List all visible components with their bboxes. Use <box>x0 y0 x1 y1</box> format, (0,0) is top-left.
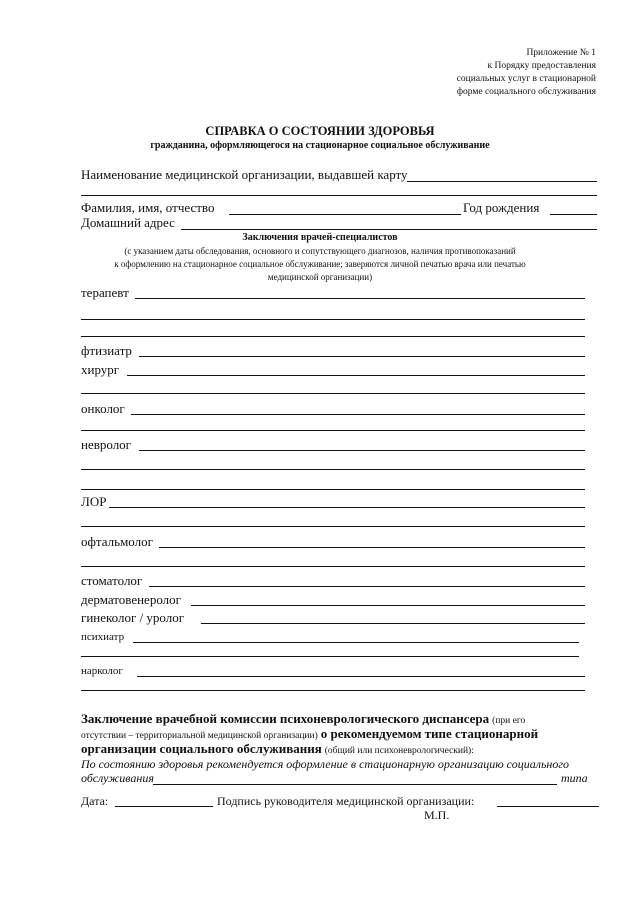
gynecologist-urologist-field[interactable] <box>201 623 585 624</box>
surgeon-field-2[interactable] <box>81 393 585 394</box>
commission-type-heading: о рекомендуемом типе стационарной <box>320 726 539 741</box>
dentist-field[interactable] <box>149 586 585 587</box>
commission-note-a: (при его <box>492 716 526 726</box>
full-name-label: Фамилия, имя, отчество <box>81 200 215 215</box>
oncologist-field[interactable] <box>131 414 585 415</box>
full-name-field[interactable] <box>229 214 461 215</box>
neurologist-field-2[interactable] <box>81 469 585 470</box>
psychiatrist-label: психиатр <box>81 631 125 643</box>
appendix-line-1: Приложение № 1 <box>526 48 596 58</box>
document-subtitle: гражданина, оформляющегося на стационарное социальное обслуживание <box>150 140 490 151</box>
surgeon-label: хирург <box>81 362 120 377</box>
stamp-label: М.П. <box>424 808 450 822</box>
ophthalmologist-field-2[interactable] <box>81 566 585 567</box>
birth-year-label: Год рождения <box>463 200 540 215</box>
phthisiatrician-label: фтизиатр <box>81 343 132 358</box>
org-name-field-2[interactable] <box>81 195 597 196</box>
therapist-field-2[interactable] <box>81 319 585 320</box>
date-field[interactable] <box>115 806 213 807</box>
signature-label: Подпись руководителя медицинской организации: <box>217 794 475 808</box>
org-name-field[interactable] <box>407 181 597 182</box>
dermatovenerologist-field[interactable] <box>191 605 585 606</box>
narcologist-field[interactable] <box>137 676 585 677</box>
birth-year-field[interactable] <box>550 214 597 215</box>
dermatovenerologist-label: дерматовенеролог <box>81 592 181 607</box>
therapist-field[interactable] <box>135 298 585 299</box>
appendix-note <box>457 47 596 99</box>
commission-note-b: отсутствии – территориальной медицинской организации) <box>81 731 318 741</box>
surgeon-field[interactable] <box>127 375 585 376</box>
psychiatrist-field[interactable] <box>133 642 579 643</box>
gynecologist-urologist-label: гинеколог / уролог <box>81 610 185 625</box>
neurologist-field-3[interactable] <box>81 489 585 490</box>
neurologist-field[interactable] <box>139 450 585 451</box>
phthisiatrician-field[interactable] <box>139 356 585 357</box>
ophthalmologist-label: офтальмолог <box>81 534 153 549</box>
ophthalmologist-field[interactable] <box>159 547 585 548</box>
recommendation-service-label: обслуживания <box>81 771 154 785</box>
therapist-label: терапевт <box>81 285 129 300</box>
neurologist-label: невролог <box>81 437 132 452</box>
appendix-line-4: форме социального обслуживания <box>456 87 596 97</box>
conclusions-note-3: медицинской организации) <box>267 272 373 282</box>
narcologist-field-2[interactable] <box>81 690 585 691</box>
conclusions-heading: Заключения врачей-специалистов <box>242 232 398 243</box>
narcologist-label: нарколог <box>81 665 123 677</box>
document-title: СПРАВКА О СОСТОЯНИИ ЗДОРОВЬЯ <box>205 124 435 138</box>
signature-field[interactable] <box>497 806 599 807</box>
commission-line-3 <box>81 742 474 758</box>
address-label: Домашний адрес <box>81 215 175 230</box>
recommendation-type-field[interactable] <box>153 784 557 785</box>
appendix-line-2: к Порядку предоставления <box>487 61 596 71</box>
ent-field-2[interactable] <box>81 526 585 527</box>
conclusions-note-2: к оформлению на стационарное социальное обслуживание; заверяются личной печатью врача или печатью <box>114 259 526 269</box>
appendix-line-3: социальных услуг в стационарной <box>456 74 596 84</box>
psychiatrist-field-2[interactable] <box>81 656 579 657</box>
therapist-field-3[interactable] <box>81 336 585 337</box>
ent-field[interactable] <box>109 507 585 508</box>
dentist-label: стоматолог <box>81 573 143 588</box>
commission-title: Заключение врачебной комиссии психоневрологического диспансера <box>81 711 490 726</box>
org-name-label: Наименование медицинской организации, выдавшей карту <box>81 167 408 182</box>
recommendation-text: По состоянию здоровья рекомендуется оформление в стационарную организацию социального <box>81 757 570 771</box>
commission-org-heading: организации социального обслуживания <box>81 741 322 756</box>
address-field[interactable] <box>181 229 597 230</box>
oncologist-field-2[interactable] <box>81 430 585 431</box>
ent-label: ЛОР <box>81 494 107 509</box>
date-label: Дата: <box>81 794 109 808</box>
conclusions-note-1: (с указанием даты обследования, основного и сопутствующего диагнозов, наличия противопоказаний <box>124 246 516 256</box>
recommendation-type-label: типа <box>561 771 588 785</box>
oncologist-label: онколог <box>81 401 125 416</box>
commission-note-c: (общий или психоневрологический): <box>324 746 474 756</box>
